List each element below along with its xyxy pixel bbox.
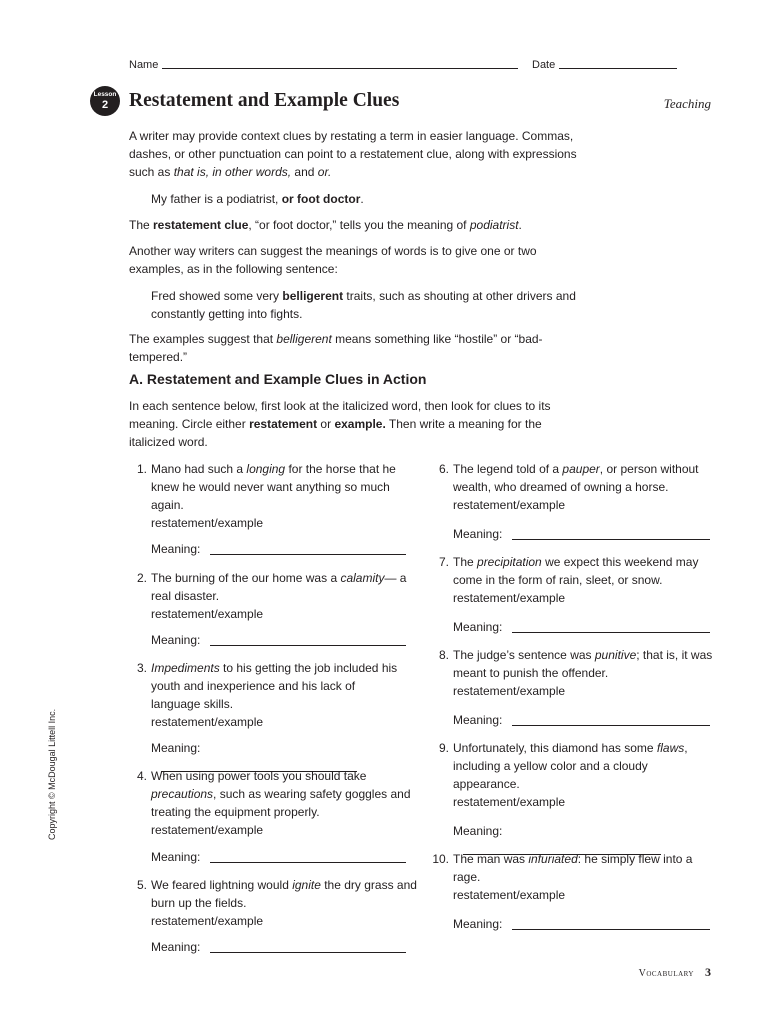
exercise-item-10: 10. The man was infuriated: he simply flew into a rage. restatement/example Meaning: — [453, 850, 718, 904]
exercise-item-8: 8. The judge’s sentence was punitive; that is, it was meant to punish the offender. restatement/example Meaning: — [453, 646, 718, 700]
restatement-example-choice[interactable]: restatement/example — [151, 715, 264, 729]
restatement-example-choice[interactable]: restatement/example — [151, 823, 264, 837]
exercise-item-5: 5. We feared lightning would ignite the dry grass and burn up the fields. restatement/example Meaning: — [151, 876, 421, 930]
lesson-badge — [90, 86, 120, 116]
restatement-example-choice[interactable]: restatement/example — [151, 516, 264, 530]
restatement-example-choice[interactable]: restatement/example — [453, 498, 566, 512]
exercise-item-1: 1. Mano had such a longing for the horse that he knew he would never want anything so much again. restatement/example Meaning: — [151, 460, 421, 532]
meaning-field[interactable]: Meaning: — [151, 848, 406, 866]
section-tag: Teaching — [663, 96, 711, 111]
restatement-example-choice[interactable]: restatement/example — [453, 795, 566, 809]
page-number: 3 — [705, 965, 711, 979]
page-title: Restatement and Example Clues — [129, 90, 400, 111]
exercise-item-9: 9. Unfortunately, this diamond has some flaws, including a yellow color and a cloudy appearance. restatement/example Meaning: — [453, 739, 708, 811]
meaning-field[interactable]: Meaning: — [453, 618, 710, 636]
name-line[interactable] — [162, 68, 518, 69]
exercise-item-3: 3. Impediments to his getting the job included his youth and inexperience and his lack of language skills. restatement/example Meaning: — [151, 659, 406, 731]
copyright-notice: Copyright © McDougal Littell Inc. — [47, 708, 57, 840]
meaning-field[interactable]: Meaning: — [151, 938, 406, 956]
intro-paragraph-4: The examples suggest that belligerent means something like “hostile” or “bad-tempered.” — [129, 332, 543, 364]
exercise-item-2: 2. The burning of the our home was a calamity— a real disaster. restatement/example Meaning: — [151, 569, 421, 623]
meaning-field[interactable]: Meaning: — [453, 711, 710, 729]
meaning-field[interactable]: Meaning: — [151, 739, 406, 775]
intro-paragraph-1: A writer may provide context clues by restating a term in easier language. Commas, dashes, or other punctuation can point to a restatement clue, along with expressions such as that is, in other words, and or. — [129, 129, 577, 179]
exercise-item-4: 4. When using power tools you should take precautions, such as wearing safety goggles and treating the equipment properly. restatement/example Meaning: — [151, 767, 416, 839]
section-a-heading: A. Restatement and Example Clues in Action — [129, 371, 427, 387]
date-line[interactable] — [559, 68, 677, 69]
restatement-example-choice[interactable]: restatement/example — [151, 607, 264, 621]
intro-paragraph-3: Another way writers can suggest the meanings of words is to give one or two examples, as in the following sentence: — [129, 244, 537, 276]
example-sentence-1: My father is a podiatrist, or foot doctor. — [151, 192, 364, 206]
meaning-field[interactable]: Meaning: — [151, 540, 406, 558]
lesson-word: Lesson — [93, 91, 117, 98]
restatement-example-choice[interactable]: restatement/example — [151, 914, 264, 928]
meaning-field[interactable]: Meaning: — [453, 525, 710, 543]
restatement-example-choice[interactable]: restatement/example — [453, 591, 566, 605]
meaning-field[interactable]: Meaning: — [453, 915, 710, 933]
restatement-example-choice[interactable]: restatement/example — [453, 888, 566, 902]
footer-book-title: Vocabulary — [638, 968, 694, 979]
example-sentence-2: Fred showed some very belligerent traits, such as shouting at other drivers and constantly getting into fights. — [151, 289, 576, 321]
lesson-number: 2 — [101, 99, 109, 111]
intro-paragraph-2: The restatement clue, “or foot doctor,” tells you the meaning of podiatrist. — [129, 218, 522, 232]
date-label: Date — [532, 59, 556, 71]
name-label: Name — [129, 59, 159, 71]
restatement-example-choice[interactable]: restatement/example — [453, 684, 566, 698]
section-a-instructions: In each sentence below, first look at the italicized word, then look for clues to its meaning. Circle either restatement or example. Then write a meaning for the italicized word. — [129, 399, 551, 449]
meaning-field[interactable]: Meaning: — [453, 822, 708, 858]
exercise-item-6: 6. The legend told of a pauper, or person without wealth, who dreamed of owning a horse. restatement/example Meaning: — [453, 460, 718, 514]
meaning-field[interactable]: Meaning: — [151, 631, 406, 649]
exercise-item-7: 7. The precipitation we expect this weekend may come in the form of rain, sleet, or snow. restatement/example Meaning: — [453, 553, 718, 607]
